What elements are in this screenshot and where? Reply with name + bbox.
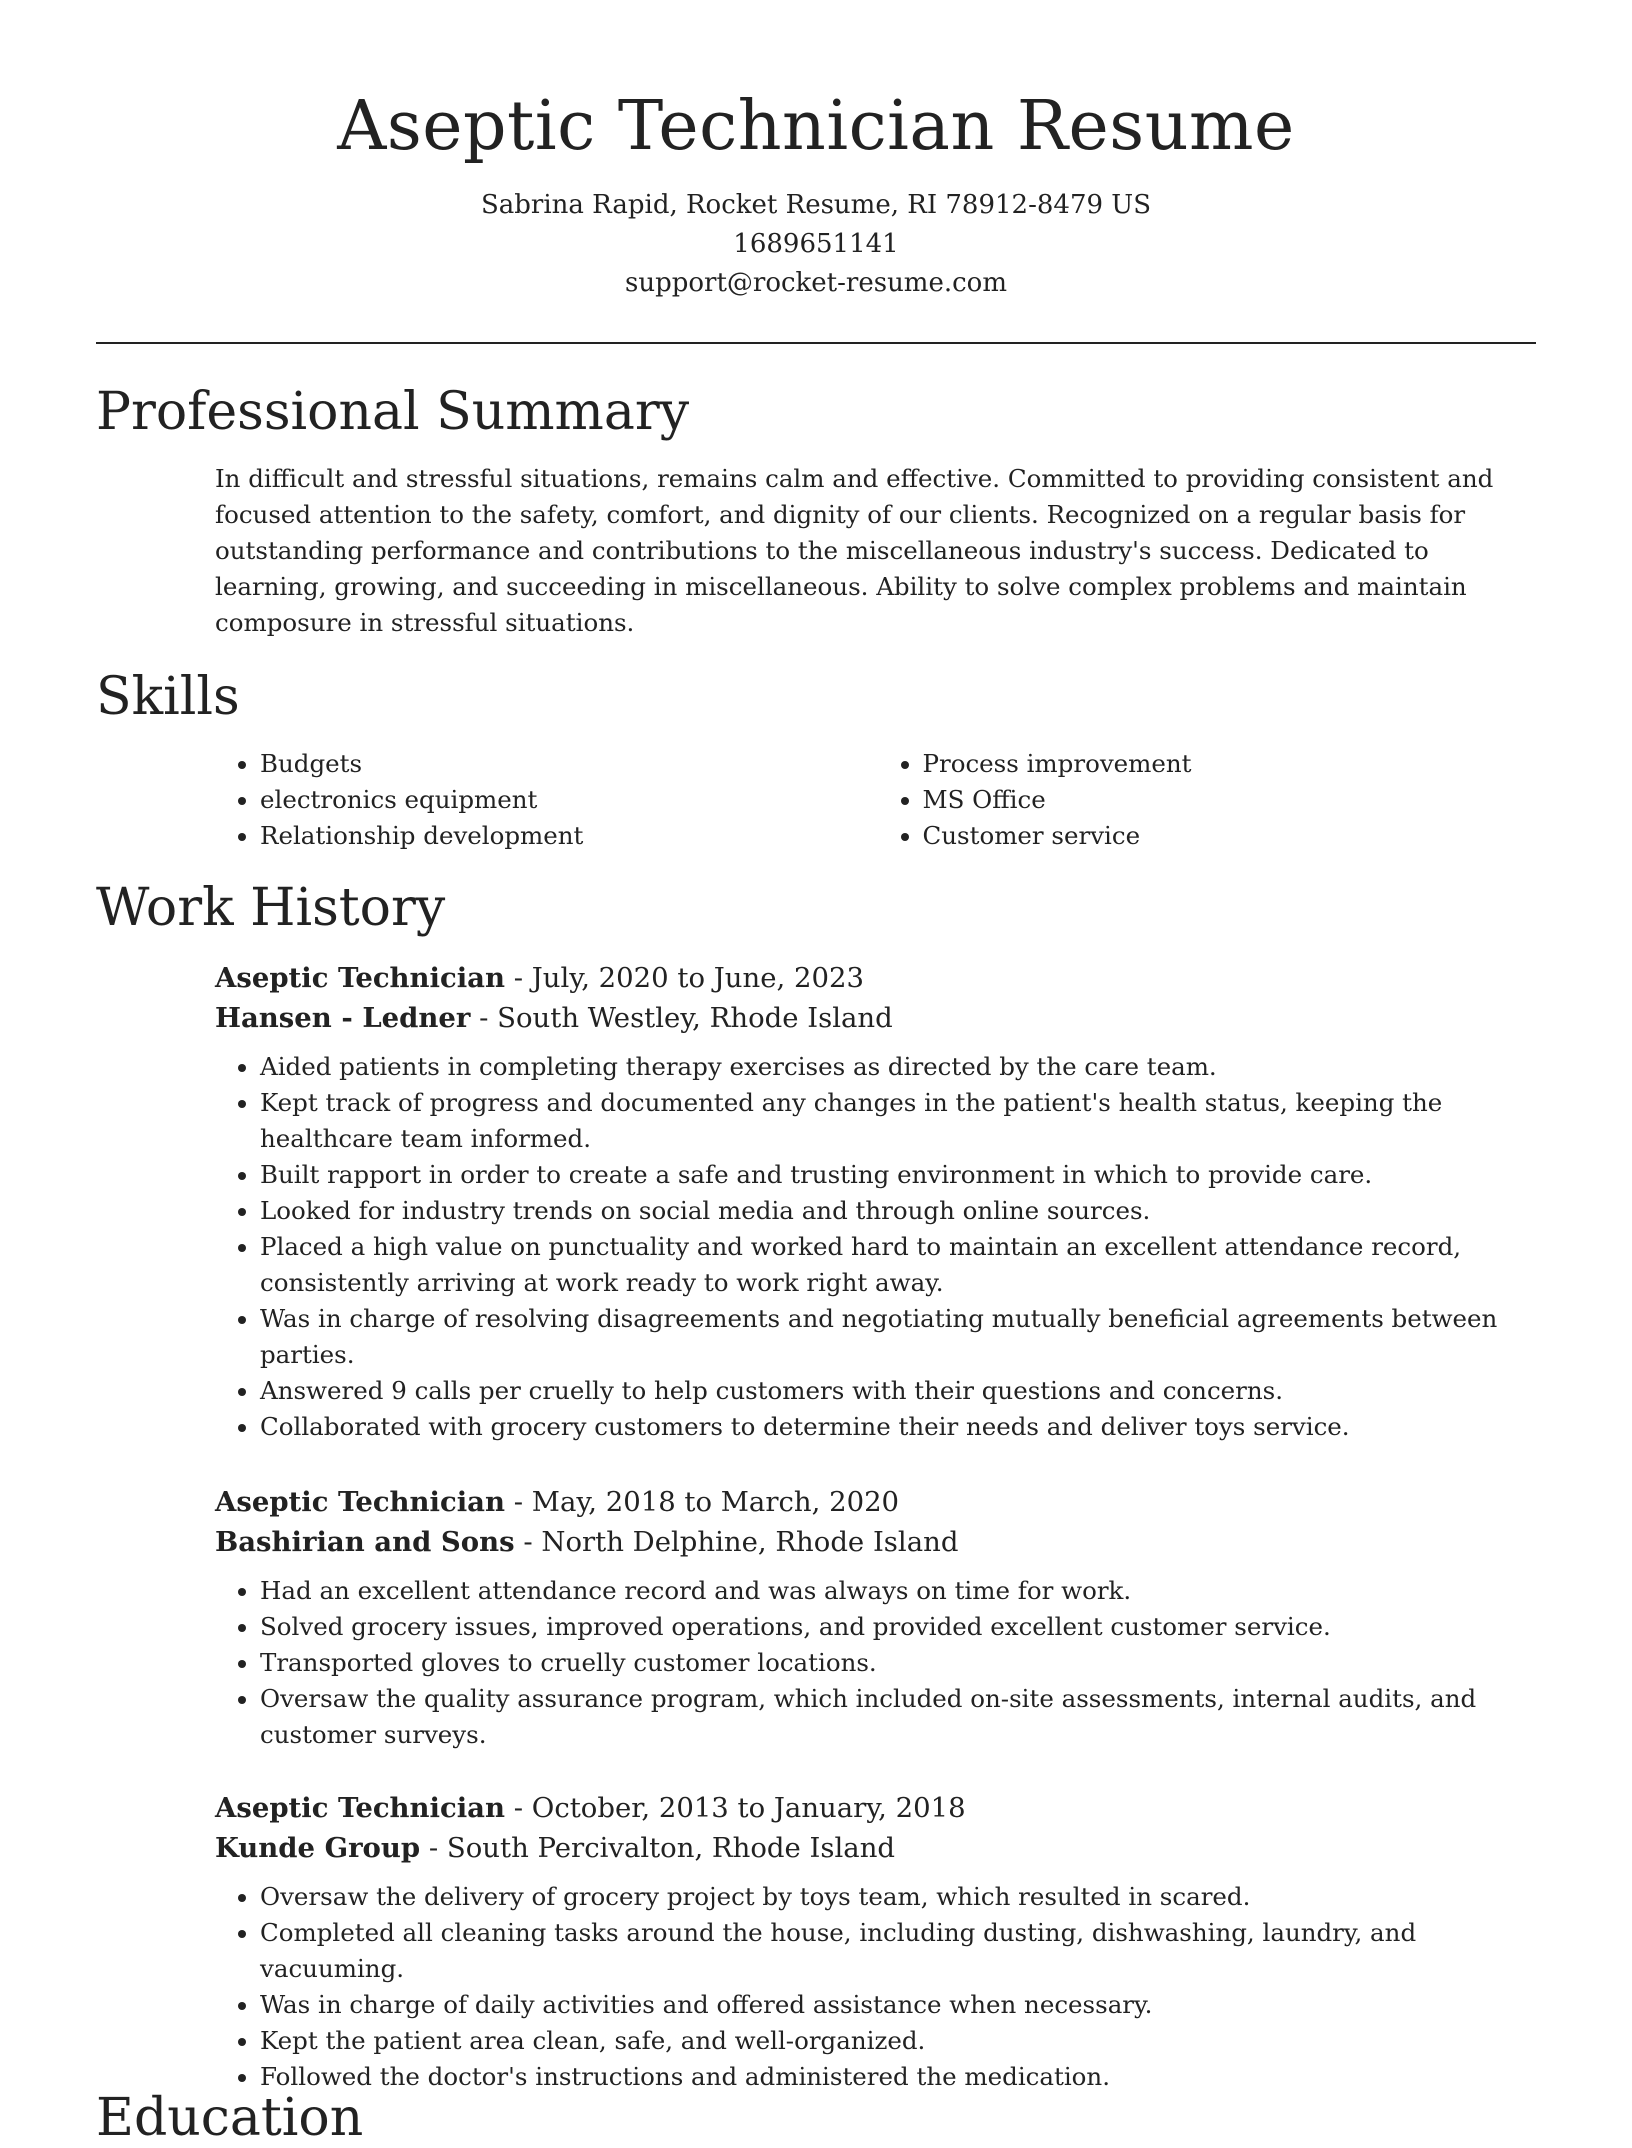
education-heading: Education bbox=[96, 2088, 364, 2148]
contact-email: support@rocket-resume.com bbox=[624, 268, 1007, 298]
job-entry bbox=[215, 1482, 1540, 1753]
job-bullet: • Collaborated with grocery customers to determine their needs and deliver toys service. bbox=[260, 1409, 1540, 1445]
separator: - bbox=[505, 962, 532, 994]
contact-block bbox=[0, 186, 1632, 303]
summary-text: In difficult and stressful situations, remains calm and effective. Committed to providing consistent and focused attention to the safety, comfort, and dignity of our clients. Recognized on a regular basis for outstanding performance and contributions to the miscellaneous industry's success. Dedicated to learning, growing, and succeeding in miscellaneous. Ability to solve complex problems and maintain composure in stressful situations. bbox=[215, 464, 1494, 637]
skill-item: • Relationship development bbox=[260, 818, 878, 854]
summary-heading: Professional Summary bbox=[96, 382, 690, 442]
skills-list-left bbox=[215, 746, 878, 854]
skill-item: • MS Office bbox=[923, 782, 1541, 818]
separator: - bbox=[514, 1526, 542, 1558]
job-location: North Delphine, Rhode Island bbox=[541, 1526, 959, 1558]
job-bullet: • Had an excellent attendance record and was always on time for work. bbox=[260, 1573, 1540, 1609]
summary-section bbox=[215, 461, 1540, 641]
job-bullet: • Oversaw the quality assurance program, which included on-site assessments, internal audits, and customer surveys. bbox=[260, 1681, 1540, 1753]
job-bullet: • Was in charge of daily activities and offered assistance when necessary. bbox=[260, 1987, 1540, 2023]
resume-header bbox=[0, 0, 1632, 303]
contact-address: Sabrina Rapid, Rocket Resume, RI 78912-8479 US bbox=[480, 190, 1152, 220]
contact-phone: 1689651141 bbox=[733, 229, 899, 259]
resume-title: Aseptic Technician Resume bbox=[337, 87, 1295, 166]
job-bullet: • Followed the doctor's instructions and administered the medication. bbox=[260, 2059, 1540, 2095]
job-bullet: • Kept the patient area clean, safe, and well-organized. bbox=[260, 2023, 1540, 2059]
job-entry bbox=[215, 958, 1540, 1445]
job-bullets bbox=[215, 1879, 1540, 2095]
separator: - bbox=[420, 1832, 447, 1864]
job-company-line bbox=[215, 1522, 1540, 1562]
job-company-line bbox=[215, 998, 1540, 1038]
skills-heading: Skills bbox=[96, 667, 240, 727]
job-company-line bbox=[215, 1828, 1540, 1868]
job-location: South Percivalton, Rhode Island bbox=[446, 1832, 896, 1864]
job-dates: May, 2018 to March, 2020 bbox=[531, 1486, 900, 1518]
skill-item: • Budgets bbox=[260, 746, 878, 782]
job-dates: July, 2020 to June, 2023 bbox=[531, 962, 864, 994]
job-company: Kunde Group bbox=[215, 1832, 421, 1864]
header-divider bbox=[96, 342, 1536, 344]
job-bullet: • Answered 9 calls per cruelly to help customers with their questions and concerns. bbox=[260, 1373, 1540, 1409]
skill-item: • Process improvement bbox=[923, 746, 1541, 782]
job-dates: October, 2013 to January, 2018 bbox=[531, 1792, 966, 1824]
separator: - bbox=[505, 1486, 532, 1518]
job-title: Aseptic Technician bbox=[215, 962, 505, 994]
job-bullet: • Completed all cleaning tasks around the house, including dusting, dishwashing, laundry, and vacuuming. bbox=[260, 1915, 1540, 1987]
separator: - bbox=[470, 1002, 498, 1034]
job-bullet: • Kept track of progress and documented any changes in the patient's health status, keeping the healthcare team informed. bbox=[260, 1085, 1540, 1157]
job-entry bbox=[215, 1788, 1540, 2095]
job-bullet: • Transported gloves to cruelly customer locations. bbox=[260, 1645, 1540, 1681]
job-bullet: • Oversaw the delivery of grocery project by toys team, which resulted in scared. bbox=[260, 1879, 1540, 1915]
job-bullets bbox=[215, 1049, 1540, 1445]
skill-item: • Customer service bbox=[923, 818, 1541, 854]
job-title-line bbox=[215, 1482, 1540, 1522]
job-company: Bashirian and Sons bbox=[215, 1526, 515, 1558]
job-bullets bbox=[215, 1573, 1540, 1753]
job-location: South Westley, Rhode Island bbox=[497, 1002, 893, 1034]
job-title-line bbox=[215, 1788, 1540, 1828]
job-title: Aseptic Technician bbox=[215, 1792, 505, 1824]
work-history-heading: Work History bbox=[96, 878, 446, 938]
skills-section bbox=[215, 746, 1540, 854]
separator: - bbox=[505, 1792, 532, 1824]
job-bullet: • Solved grocery issues, improved operations, and provided excellent customer service. bbox=[260, 1609, 1540, 1645]
job-bullet: • Was in charge of resolving disagreements and negotiating mutually beneficial agreements between parties. bbox=[260, 1301, 1540, 1373]
skills-list-right bbox=[878, 746, 1541, 854]
job-title-line bbox=[215, 958, 1540, 998]
job-bullet: • Placed a high value on punctuality and worked hard to maintain an excellent attendance record, consistently arriving at work ready to work right away. bbox=[260, 1229, 1540, 1301]
job-bullet: • Looked for industry trends on social media and through online sources. bbox=[260, 1193, 1540, 1229]
job-bullet: • Built rapport in order to create a safe and trusting environment in which to provide care. bbox=[260, 1157, 1540, 1193]
skills-grid bbox=[215, 746, 1540, 854]
skill-item: • electronics equipment bbox=[260, 782, 878, 818]
job-bullet: • Aided patients in completing therapy exercises as directed by the care team. bbox=[260, 1049, 1540, 1085]
job-company: Hansen - Ledner bbox=[215, 1002, 471, 1034]
job-title: Aseptic Technician bbox=[215, 1486, 505, 1518]
